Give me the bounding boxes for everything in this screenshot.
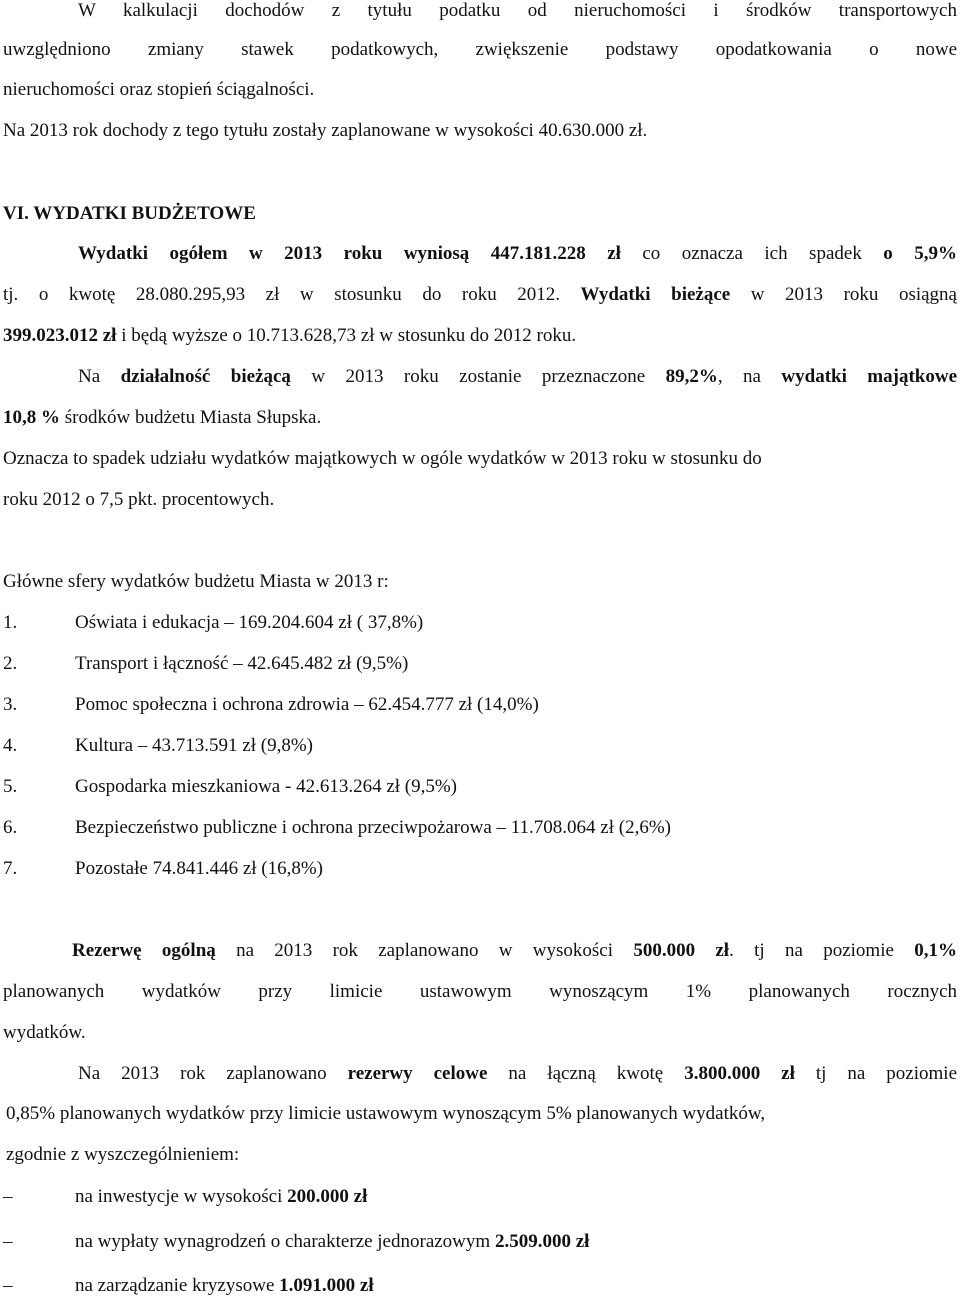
list-item-text: Pomoc społeczna i ochrona zdrowia – 62.454.777 zł (14,0%) — [75, 694, 539, 715]
list-item-text: Bezpieczeństwo publiczne i ochrona przeciwpożarowa – 11.708.064 zł (2,6%) — [75, 817, 671, 838]
dash-item-text: na inwestycje w wysokości — [75, 1186, 288, 1207]
bold-text: 500.000 zł — [633, 940, 730, 961]
paragraph-text: zgodnie z wyszczególnieniem: — [6, 1144, 240, 1165]
dash-list-item — [3, 1273, 957, 1299]
dash-bullet: – — [3, 1231, 13, 1252]
bold-text: 0,1% — [914, 940, 957, 961]
paragraph-text — [3, 405, 957, 431]
dash-bullet: – — [3, 1275, 13, 1296]
list-item — [3, 856, 957, 882]
bold-text: Wydatki ogółem w 2013 roku wyniosą 447.181.228 zł — [78, 243, 621, 264]
bold-text: 89,2% — [665, 366, 718, 387]
bold-text: rezerwy celowe — [347, 1063, 488, 1084]
bold-text: o 5,9% — [883, 243, 957, 264]
list-item-number: 4. — [3, 735, 18, 756]
dash-item-amount: 200.000 zł — [287, 1186, 368, 1207]
list-item — [3, 815, 957, 841]
bold-text: Rezerwę ogólną — [72, 940, 216, 961]
list-item — [3, 610, 957, 636]
paragraph-text — [72, 938, 957, 964]
text: , na — [717, 366, 782, 387]
bold-text: 10,8 % — [3, 407, 60, 428]
text: środków budżetu Miasta Słupska. — [60, 407, 322, 428]
text: tj. o kwotę 28.080.295,93 zł w stosunku do roku 2012. — [3, 284, 581, 305]
paragraph-text — [3, 282, 957, 308]
text: w 2013 roku zostanie przeznaczone — [290, 366, 666, 387]
list-item — [3, 774, 957, 800]
bold-text: 399.023.012 zł — [3, 325, 117, 346]
bold-text: działalność bieżącą — [120, 366, 291, 387]
paragraph-text: nieruchomości oraz stopień ściągalności. — [3, 79, 315, 100]
bold-text: 3.800.000 zł — [684, 1063, 795, 1084]
list-item-number: 3. — [3, 694, 18, 715]
text: Na — [78, 366, 121, 387]
text: na 2013 rok zaplanowano w wysokości — [215, 940, 634, 961]
list-item-number: 5. — [3, 776, 18, 797]
paragraph-text: planowanych wydatków przy limicie ustawowym wynoszącym 1% planowanych rocznych — [3, 981, 957, 1002]
paragraph-text: Oznacza to spadek udziału wydatków majątkowych w ogóle wydatków w 2013 roku w stosunku do — [3, 448, 762, 469]
dash-item-amount: 1.091.000 zł — [279, 1275, 374, 1296]
list-item-number: 6. — [3, 817, 18, 838]
text: tj na poziomie — [794, 1063, 957, 1084]
text: na łączną kwotę — [487, 1063, 685, 1084]
list-item-number: 1. — [3, 612, 18, 633]
paragraph-text: 0,85% planowanych wydatków przy limicie ustawowym wynoszącym 5% planowanych wydatków, — [6, 1103, 766, 1124]
text: w 2013 roku osiągną — [730, 284, 957, 305]
paragraph-text: roku 2012 o 7,5 pkt. procentowych. — [3, 489, 275, 510]
list-heading: Główne sfery wydatków budżetu Miasta w 2013 r: — [3, 571, 389, 592]
paragraph-text — [78, 241, 957, 267]
text: Na 2013 rok zaplanowano — [78, 1063, 348, 1084]
list-item-number: 7. — [3, 858, 18, 879]
list-item-text: Oświata i edukacja – 169.204.604 zł ( 37,8%) — [75, 612, 424, 633]
dash-bullet: – — [3, 1186, 13, 1207]
paragraph-text: uwzględniono zmiany stawek podatkowych, zwiększenie podstawy opodatkowania o nowe — [3, 39, 957, 60]
text: . tj na poziomie — [729, 940, 915, 961]
dash-item-text: na zarządzanie kryzysowe — [75, 1275, 280, 1296]
section-title: VI. WYDATKI BUDŻETOWE — [3, 203, 256, 224]
paragraph-text: W kalkulacji dochodów z tytułu podatku od nieruchomości i środków transportowych — [78, 0, 957, 21]
dash-item-text: na wypłaty wynagrodzeń o charakterze jednorazowym — [75, 1231, 495, 1252]
bold-text: wydatki majątkowe — [781, 366, 958, 387]
list-item-text: Gospodarka mieszkaniowa - 42.613.264 zł (9,5%) — [75, 776, 458, 797]
list-item — [3, 692, 957, 718]
text: co oznacza ich spadek — [620, 243, 884, 264]
paragraph-text: Na 2013 rok dochody z tego tytułu zostały zaplanowane w wysokości 40.630.000 zł. — [3, 120, 648, 141]
dash-list-item — [3, 1184, 957, 1210]
list-item-text: Kultura – 43.713.591 zł (9,8%) — [75, 735, 313, 756]
paragraph-text — [3, 323, 957, 349]
dash-list-item — [3, 1229, 957, 1255]
list-item-number: 2. — [3, 653, 18, 674]
list-item-text: Pozostałe 74.841.446 zł (16,8%) — [75, 858, 324, 879]
paragraph-text: wydatków. — [3, 1022, 86, 1043]
list-item — [3, 733, 957, 759]
list-item-text: Transport i łączność – 42.645.482 zł (9,5%) — [75, 653, 409, 674]
paragraph-text — [78, 364, 957, 390]
text: i będą wyższe o 10.713.628,73 zł w stosunku do 2012 roku. — [116, 325, 577, 346]
list-item — [3, 651, 957, 677]
dash-item-amount: 2.509.000 zł — [494, 1231, 590, 1252]
bold-text: Wydatki bieżące — [580, 284, 731, 305]
paragraph-text — [78, 1061, 957, 1087]
section-heading — [3, 201, 957, 227]
